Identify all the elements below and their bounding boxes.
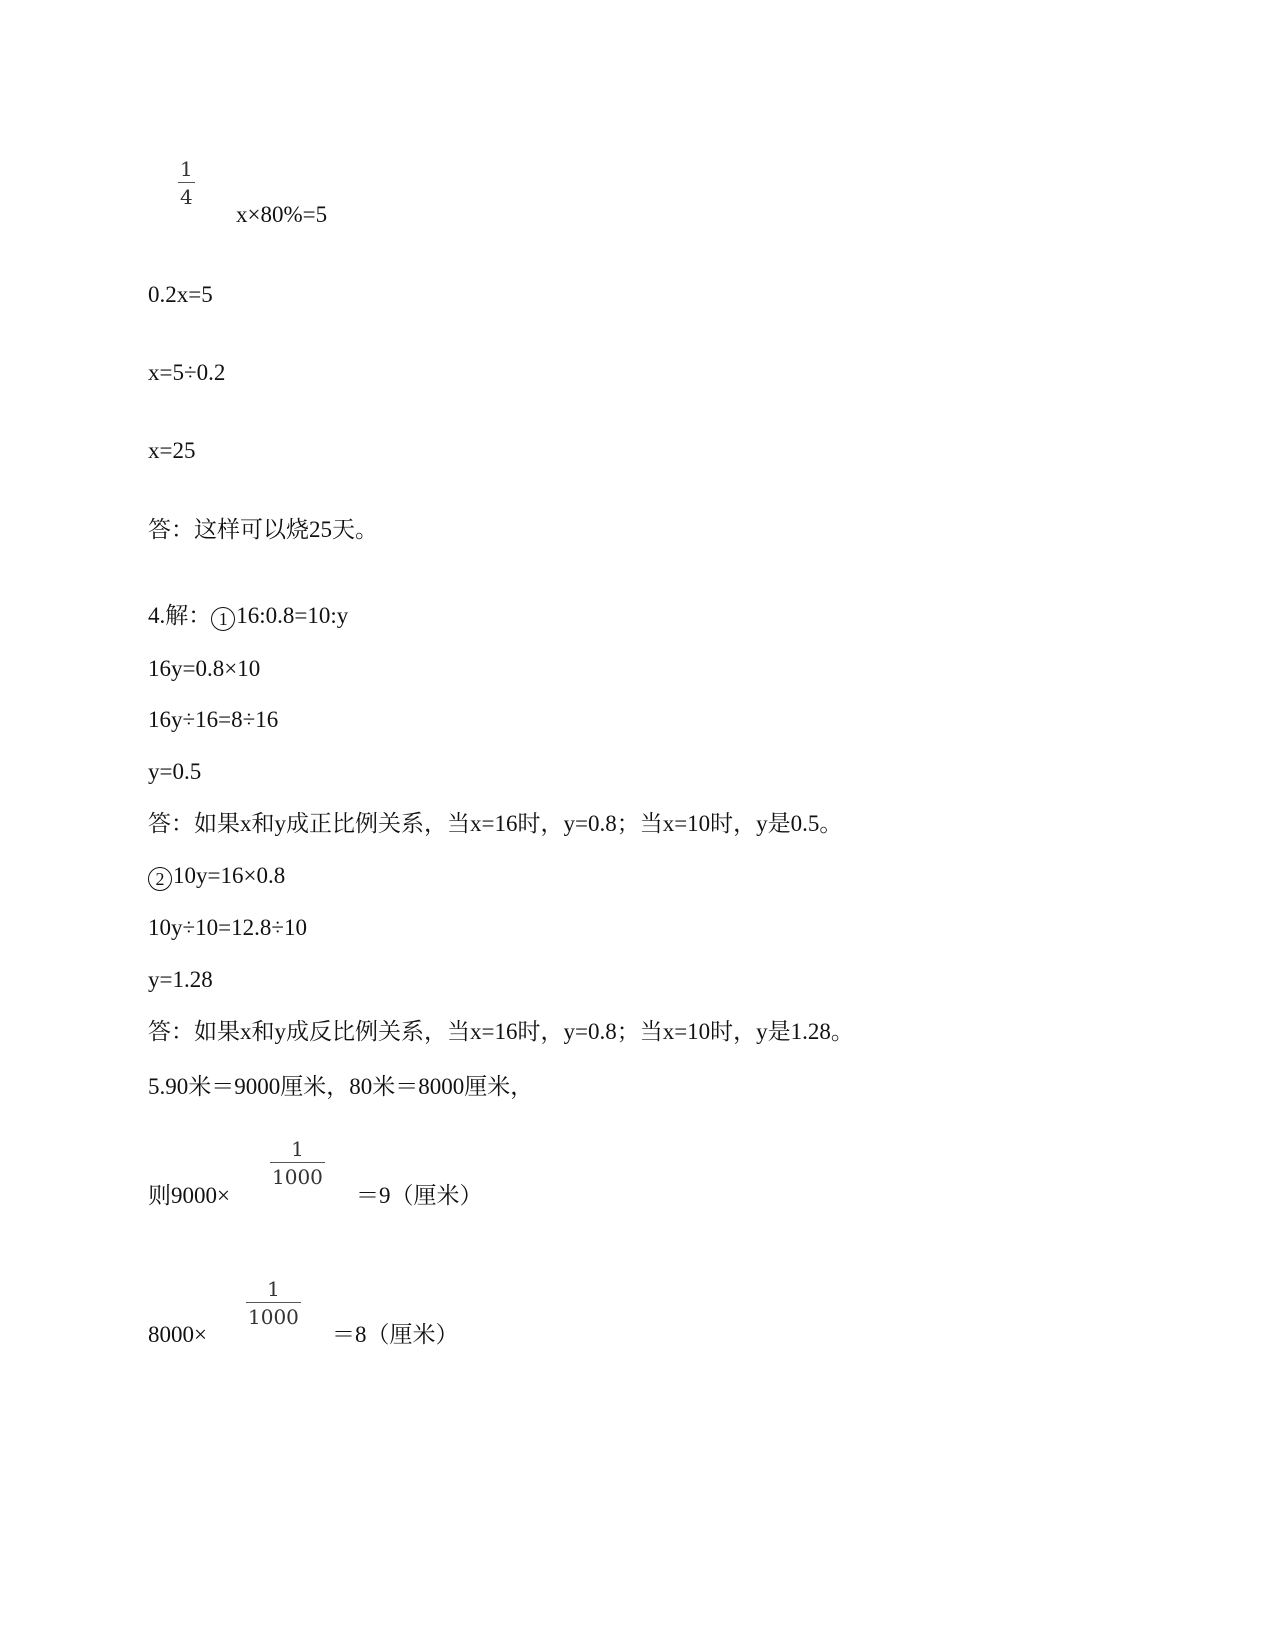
- equation-line: 16y÷16=8÷16: [148, 707, 279, 732]
- calc-right: ＝8（厘米）: [332, 1322, 459, 1347]
- proportion-equation: 16:0.8=10:y: [236, 603, 349, 628]
- fraction-bar: [270, 1162, 325, 1163]
- fraction-denominator: 1000: [272, 1165, 323, 1189]
- answer-line: 答：如果x和y成正比例关系，当x=16时，y=0.8；当x=10时，y是0.5。: [148, 811, 843, 836]
- equation-line: 16y=0.8×10: [148, 656, 261, 681]
- fraction-denominator: 4: [180, 185, 193, 209]
- fraction-numerator: 1: [267, 1277, 280, 1301]
- fraction-numerator: 1: [180, 157, 193, 181]
- calc-left: 则9000×: [148, 1183, 230, 1208]
- fraction-numerator: 1: [291, 1137, 304, 1161]
- fraction-denominator: 1000: [248, 1305, 299, 1329]
- equation-line: x×80%=5: [236, 202, 328, 227]
- equation-line: 10y÷10=12.8÷10: [148, 915, 307, 940]
- answer-line: 答：这样可以烧25天。: [148, 517, 378, 542]
- equation-line: x=5÷0.2: [148, 360, 226, 385]
- fraction-one-thousandth: [270, 1138, 325, 1188]
- calc-right: ＝9（厘米）: [356, 1183, 483, 1208]
- inverse-equation: 10y=16×0.8: [173, 863, 286, 888]
- equation-line: y=0.5: [148, 759, 202, 784]
- fraction-bar: [178, 182, 195, 183]
- answer-line: 答：如果x和y成反比例关系，当x=16时，y=0.8；当x=10时，y是1.28。: [148, 1019, 854, 1044]
- calc-left: 8000×: [148, 1322, 207, 1347]
- equation-line: x=25: [148, 438, 196, 463]
- question-prefix: 4.解：: [148, 603, 212, 628]
- equation-line: 0.2x=5: [148, 282, 213, 307]
- circled-number-1: 1: [211, 607, 235, 631]
- question-5-line: 5.90米＝9000厘米，80米＝8000厘米，: [148, 1074, 534, 1099]
- equation-line: y=1.28: [148, 967, 213, 992]
- fraction-bar: [246, 1302, 301, 1303]
- fraction-one-quarter: [178, 158, 195, 208]
- circled-number-2: 2: [148, 867, 172, 891]
- question-4-line: [148, 602, 348, 631]
- fraction-one-thousandth: [246, 1278, 301, 1328]
- equation-line: [148, 862, 285, 891]
